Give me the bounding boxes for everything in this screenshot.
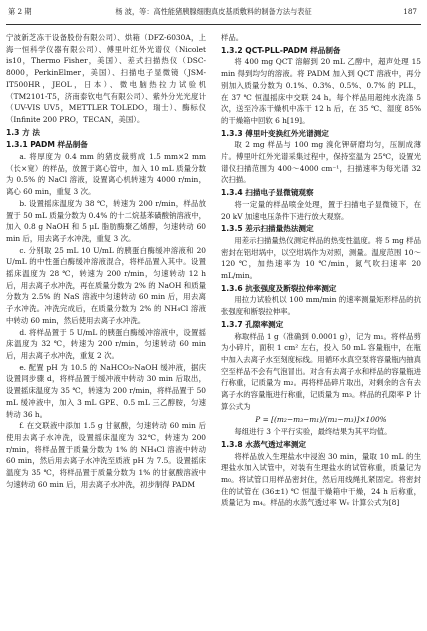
section-heading-133: 1.3.3 傅里叶变换红外光谱测定 <box>221 128 329 138</box>
right-column <box>221 32 421 509</box>
section-heading-132: 1.3.2 QCT-PLL-PADM 样品制备 <box>221 45 341 55</box>
section-heading-134: 1.3.4 扫描电子显微镜观察 <box>221 188 314 198</box>
section-heading-methods: 1.3 方 法 <box>6 127 40 137</box>
paragraph-136: 用拉力试验机以 100 mm/min 的速率测量矩形样品的抗张强度和断裂拉伸率。 <box>221 295 421 317</box>
porosity-formula: P = [(m₂−m₃−m₁)/(m₂−m₃)]×100% <box>255 414 387 424</box>
paragraph-138: 将样品放入生理盐水中浸泡 30 min，量取 10 mL 的生理盐水加入试管中，对装有生理盐水的试管称重，质量记为 m₀。将试管口用样品密封住，然后用线绳扎紧固定。将密封住的试管在 (36±1) ℃ 恒温干燥箱中干燥，24 h 后称重，质量记为 m₄。样品的水蒸气透过率 Wᵥ 计算公式为[8] <box>221 451 421 508</box>
paragraph-133: 取 2 mg 样品与 100 mg 溴化钾研磨均匀，压制成薄片。傅里叶红外光谱采集过程中，保持室温为 25℃，设置光谱仪扫描范围为 400～4000 cm⁻¹，扫描速率为每光谱 32 次扫描。 <box>221 140 421 185</box>
section-heading-138: 1.3.8 水蒸气透过率测定 <box>221 439 307 449</box>
paragraph-135: 用差示扫描量热仪测定样品的热变性温度。将 5 mg 样品密封在铝坩埚中，以空坩埚作为对照，测量。温度范围 10～120 ℃，加热速率为 10 ℃/min，氮气吹扫速率 20 mL/min。 <box>221 235 421 281</box>
page-number: 187 <box>403 7 417 16</box>
paragraph-continued: 样品。 <box>221 33 244 42</box>
section-heading-135: 1.3.5 差示扫描量热法测定 <box>221 224 314 234</box>
paragraph-instruments: 宁波新芝冻干设备股份有限公司）、烘箱（DFZ-6030A，上海一恒科学仪器有限公司）、傅里叶红外光谱仪（Nicolet is10，Thermo Fisher，美国）、差式扫描热仪（DSC-8000，PerkinElmer，美国）、扫描电子显微镜（JSM-IT500HR，JEOL，日本）、微电脑热拉力试验机（TM2101-T5，济南泰钦电气有限公司）、紫外分光光度计（UV-VIS UV5，METTLER TOLEDO，瑞士）、酶标仪（Infinite 200 PRO，TECAN，美国）。 <box>6 33 206 124</box>
paragraph-step-b: b. 设置摇床温度为 38 ℃，转速为 200 r/min，样品放置于 50 mL 质量分数为 0.4% 的十二烷基苯磺酸钠溶液中，加入 0.8 g NaOH 和 5 μL 脂肪酶聚乙烯醇，匀速转动 60 min 后，用去离子水冲洗，重复 3 次。 <box>6 198 206 243</box>
section-heading-padm-prep: 1.3.1 PADM 样品制备 <box>6 140 88 150</box>
paragraph-step-e: e. 配置 pH 为 10.5 的 NaHCO₃-NaOH 缓冲液，据庆设置同步骤 d，将样品置于缓冲液中转动 30 min 后取出，设置摇床温度为 35 ℃，转速为 200 r/min，将样品置于 50 mL 缓冲液中，加入 3 mL GPE、0.5 mL 三乙醇胺，匀速转动 36 h。 <box>6 362 206 419</box>
paragraph-137: 称取样品 1 g（准确到 0.0001 g），记为 m₁。将样品剪为小碎片，面积 1 cm² 左右，投入 50 mL 容量瓶中，在瓶中加入去离子水至刻度标线。用循环水真空泵将容量瓶内抽真空至样品不会有气泡冒出。对含有去离子水和样品的容量瓶进行称重，记质量为 m₂。再将样品碎片取出，对剩余的含有去离子水的容量瓶进行称重，记质量为 m₃。样品的孔隙率 P 计算公式为 <box>221 331 421 411</box>
section-heading-137: 1.3.7 孔隙率测定 <box>221 319 284 329</box>
issue-number: 第 2 期 <box>8 7 32 16</box>
paragraph-137b: 每组进行 3 个平行实验，最终结果为其平均值。 <box>234 427 392 437</box>
header-rule <box>6 24 421 25</box>
section-heading-136: 1.3.6 抗张强度及断裂拉伸率测定 <box>221 283 337 293</box>
paragraph-132: 将 400 mg QCT 溶解到 20 mL 乙醇中，超声处理 15 min 得到均匀的溶液。将 PADM 加入到 QCT 溶液中，再分别加入质量分数为 0.1%、0.3%、0.5%、0.7% 的 PLL，在 37 ℃ 恒温摇床中交联 24 h。每个样品用超纯水洗涤 5 次，送至冷冻干燥机中冻干 12 h 后，在 35 ℃、湿度 85% 的干燥箱中回软 6 h[19]。 <box>221 57 421 125</box>
paragraph-134: 将一定量的样品喷金处理，置于扫描电子显微镜下，在 20 kV 加速电压条件下进行放大观察。 <box>221 199 421 221</box>
left-column <box>6 32 206 490</box>
paragraph-step-d: d. 将样品置于 5 U/mL 的胰蛋白酶缓冲溶液中，设置摇床温度为 32 ℃，转速为 200 r/min，匀速转动 60 min 后，用去离子水冲洗，重复 2 次。 <box>6 327 206 360</box>
paragraph-step-a: a. 将厚度为 0.4 mm 的猪皮裁剪成 1.5 mm×2 mm（长×宽）的样品，放置于离心管中，加入 10 mL 质量分数为 0.5% 的 NaCl 溶液，设置离心机转速为 4000 r/min，离心 60 min，重复 3 次。 <box>6 152 206 197</box>
paragraph-step-f: f. 在交联液中添加 1.5 g 甘氨酸，匀速转动 60 min 后使用去离子水冲洗，设置摇床温度为 32℃，转速为 200 r/min，将样品置于质量分数为 1% 的 NH₄Cl 溶液中转动 60 min，然后用去离子水冲洗至质液 pH 为 7.5。设置摇床温度为 35 ℃，将样品置于质量分数为 1% 的甘氨酸溶液中匀速转动 60 min 后，用去离子水冲洗，初步制得 PADM <box>6 421 206 489</box>
running-title: 杨 波，等：高性能猪胰腺细胞真皮基质敷料的制备方法与表征 <box>115 7 312 16</box>
running-header <box>0 0 427 24</box>
paragraph-step-c: c. 分别取 25 mL 10 U/mL 的胰蛋白酶缓冲溶液和 20 U/mL 的中性蛋白酶缓冲溶液混合，将样品置入其中。设置摇床温度为 28 ℃，转速为 200 r/min，匀速转动 12 h 后，用去离子水冲洗，再在质量分数为 2% 的 NaOH 和质量分数为 2.5% 的 NaS 溶液中匀速转动 60 min 后，用去离子水冲洗。冲洗完成后，在质量分数为 2% 的 NH₄Cl 溶液中转动 60 min，然后使用去离子水冲洗。 <box>6 245 206 325</box>
